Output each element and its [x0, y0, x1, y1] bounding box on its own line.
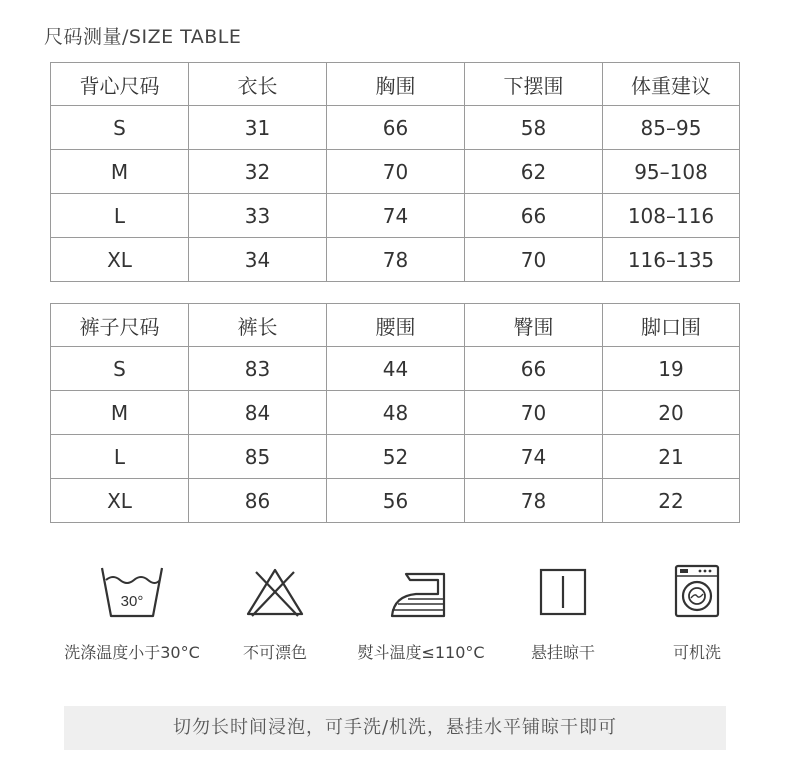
table-cell: 34 — [189, 238, 327, 282]
care-label: 可机洗 — [672, 643, 721, 662]
table-cell: 85 — [189, 435, 327, 479]
table-cell: 83 — [189, 347, 327, 391]
header-cell: 背心尺码 — [51, 63, 189, 106]
iron-icon — [386, 560, 456, 622]
table-cell: 52 — [327, 435, 465, 479]
care-label: 悬挂晾干 — [530, 643, 595, 662]
table-cell: 74 — [327, 194, 465, 238]
table-cell: 85–95 — [603, 106, 740, 150]
care-instructions — [0, 560, 790, 680]
table-row — [51, 194, 740, 238]
table-cell: 84 — [189, 391, 327, 435]
table-cell: 86 — [189, 479, 327, 523]
care-machine-wash — [617, 560, 777, 663]
care-note: 切勿长时间浸泡，可手洗/机洗，悬挂水平铺晾干即可 — [64, 706, 726, 750]
header-cell: 裤子尺码 — [51, 304, 189, 347]
vest-size-table — [50, 62, 740, 282]
table-cell: XL — [51, 479, 189, 523]
table-cell: 48 — [327, 391, 465, 435]
table-row — [51, 435, 740, 479]
table-cell: L — [51, 194, 189, 238]
care-label: 不可漂色 — [242, 643, 307, 662]
table-cell: XL — [51, 238, 189, 282]
header-cell: 衣长 — [189, 63, 327, 106]
table-row — [51, 347, 740, 391]
table-cell: 58 — [465, 106, 603, 150]
table-row — [51, 150, 740, 194]
table-cell: 95–108 — [603, 150, 740, 194]
table-cell: 78 — [465, 479, 603, 523]
table-header-row — [51, 304, 740, 347]
header-cell: 裤长 — [189, 304, 327, 347]
table-cell: 116–135 — [603, 238, 740, 282]
table-cell: 44 — [327, 347, 465, 391]
washing-machine-icon — [662, 560, 732, 622]
table-cell: 31 — [189, 106, 327, 150]
table-cell: L — [51, 435, 189, 479]
table-cell: 78 — [327, 238, 465, 282]
care-wash — [52, 560, 212, 663]
header-cell: 腰围 — [327, 304, 465, 347]
page-title: 尺码测量/SIZE TABLE — [44, 26, 242, 48]
table-cell: 70 — [465, 238, 603, 282]
table-row — [51, 106, 740, 150]
table-cell: M — [51, 150, 189, 194]
table-cell: 66 — [327, 106, 465, 150]
care-iron — [341, 560, 501, 663]
table-cell: 62 — [465, 150, 603, 194]
table-cell: S — [51, 347, 189, 391]
table-cell: 74 — [465, 435, 603, 479]
care-label: 洗涤温度小于30°C — [64, 643, 200, 662]
wash-temp-text: 30° — [120, 593, 144, 610]
table-cell: 22 — [603, 479, 740, 523]
table-row — [51, 479, 740, 523]
pants-size-table — [50, 303, 740, 523]
care-label: 熨斗温度≤110°C — [357, 643, 485, 662]
wash-30-icon — [97, 560, 167, 622]
table-cell: 70 — [465, 391, 603, 435]
table-cell: 70 — [327, 150, 465, 194]
header-cell: 臀围 — [465, 304, 603, 347]
table-cell: 21 — [603, 435, 740, 479]
header-cell: 下摆围 — [465, 63, 603, 106]
no-bleach-icon — [240, 560, 310, 622]
table-row — [51, 391, 740, 435]
table-cell: 32 — [189, 150, 327, 194]
care-no-bleach — [195, 560, 355, 663]
table-cell: 108–116 — [603, 194, 740, 238]
table-row — [51, 238, 740, 282]
header-cell: 胸围 — [327, 63, 465, 106]
table-cell: 56 — [327, 479, 465, 523]
table-cell: 19 — [603, 347, 740, 391]
table-header-row — [51, 63, 740, 106]
table-cell: M — [51, 391, 189, 435]
table-cell: S — [51, 106, 189, 150]
header-cell: 体重建议 — [603, 63, 740, 106]
table-cell: 20 — [603, 391, 740, 435]
table-cell: 33 — [189, 194, 327, 238]
hang-dry-icon — [528, 560, 598, 622]
header-cell: 脚口围 — [603, 304, 740, 347]
table-cell: 66 — [465, 347, 603, 391]
table-cell: 66 — [465, 194, 603, 238]
